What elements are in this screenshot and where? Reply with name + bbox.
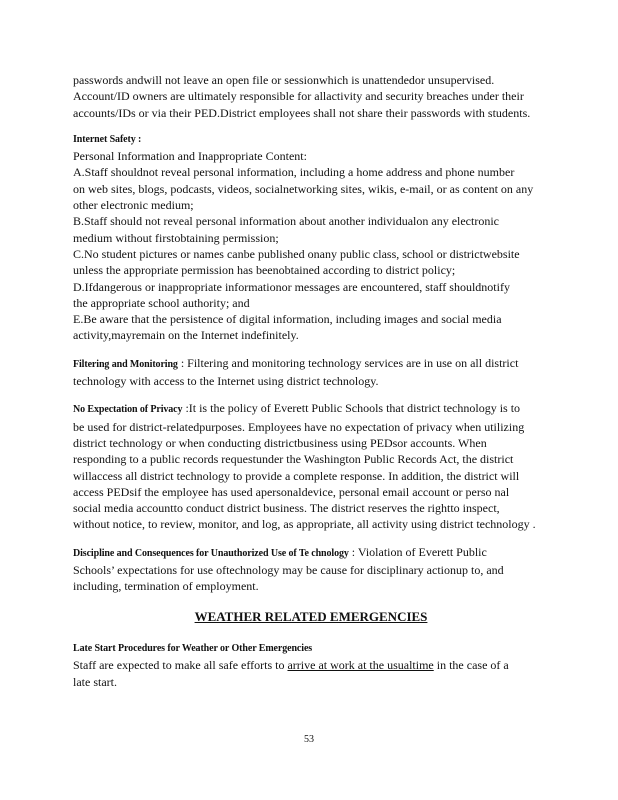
filtering-section	[73, 355, 549, 390]
password-paragraph	[73, 72, 549, 121]
text-line: social media accountto conduct district business. The district reserves the rightto inspect,	[73, 501, 500, 516]
text-line: medium without firstobtaining permission;	[73, 230, 279, 245]
text-line: A.Staff shouldnot reveal personal information, including a home address and phone number	[73, 165, 515, 180]
text-line	[73, 400, 549, 418]
text-line: late start.	[73, 674, 117, 689]
text-line: including, termination of employment.	[73, 579, 259, 594]
text-line: C.No student pictures or names canbe published onany public class, school or districtwebsite	[73, 246, 520, 261]
text-line: access PEDsif the employee has used apersonaldevice, personal email account or perso nal	[73, 484, 510, 499]
text-line: Schools’ expectations for use oftechnology may be cause for disciplinary actionup to, and	[73, 563, 504, 578]
internet-safety-heading: Internet Safety :	[73, 133, 142, 145]
late-start-text: Staff are expected to make all safe efforts to	[73, 658, 288, 673]
weather-emergencies-title: WEATHER RELATED EMERGENCIES	[194, 608, 428, 624]
text-line	[73, 544, 549, 562]
text-line: other electronic medium;	[73, 198, 194, 213]
text-line: willaccess all district technology to provide a complete response. In addition, the district will	[73, 468, 520, 483]
text-line: D.Ifdangerous or inappropriate informationor messages are encountered, staff shouldnotify	[73, 279, 510, 294]
text-line: E.Be aware that the persistence of digital information, including images and social media	[73, 312, 502, 327]
late-start-text: in the case of a	[433, 658, 509, 673]
document-page	[73, 72, 549, 701]
text-line: technology with access to the Internet using district technology.	[73, 374, 379, 389]
text-line: without notice, to review, monitor, and log, as appropriate, all activity using district technology .	[73, 517, 536, 532]
filtering-heading: Filtering and Monitoring	[73, 358, 178, 370]
text-line: activity,mayremain on the Internet indefinitely.	[73, 328, 299, 343]
discipline-section	[73, 544, 549, 595]
text-line: passwords andwill not leave an open file or sessionwhich is unattendedor unsupervised.	[73, 73, 495, 87]
late-start-section	[73, 641, 549, 690]
privacy-heading: No Expectation of Privacy	[73, 404, 183, 416]
text-line: Account/ID owners are ultimately responsible for allactivity and security breaches under their	[73, 89, 524, 104]
text-line	[73, 355, 549, 373]
text-line: accounts/IDs or via their PED.District employees shall not share their passwords with students.	[73, 105, 531, 120]
text-line	[73, 657, 549, 673]
privacy-text: :It is the policy of Everett Public Schools that district technology is to	[182, 401, 521, 416]
late-start-heading: Late Start Procedures for Weather or Other Emergencies	[73, 642, 313, 654]
text-line: be used for district-relatedpurposes. Employees have no expectation of privacy when utilizing	[73, 419, 525, 434]
internet-safety-section	[73, 132, 549, 344]
discipline-text: : Violation of Everett Public	[348, 544, 487, 559]
text-line: the appropriate school authority; and	[73, 295, 250, 310]
text-line: responding to a public records requestunder the Washington Public Records Act, the district	[73, 452, 514, 467]
text-line: B.Staff should not reveal personal information about another individualon any electronic	[73, 214, 499, 229]
discipline-heading: Discipline and Consequences for Unauthorized Use of Te chnology	[73, 547, 349, 559]
privacy-section	[73, 400, 549, 532]
text-line: unless the appropriate permission has beenobtained according to district policy;	[73, 263, 456, 278]
text-line: district technology or when conducting districtbusiness using PEDsor accounts. When	[73, 435, 487, 450]
filtering-text: : Filtering and monitoring technology services are in use on all district	[177, 355, 519, 370]
page-number: 53	[304, 734, 314, 745]
text-line: on web sites, blogs, podcasts, videos, socialnetworking sites, wikis, e-mail, or as content on any	[73, 181, 534, 196]
internet-safety-subheading: Personal Information and Inappropriate Content:	[73, 149, 307, 164]
underlined-phrase: arrive at work at the usualtime	[287, 658, 434, 673]
